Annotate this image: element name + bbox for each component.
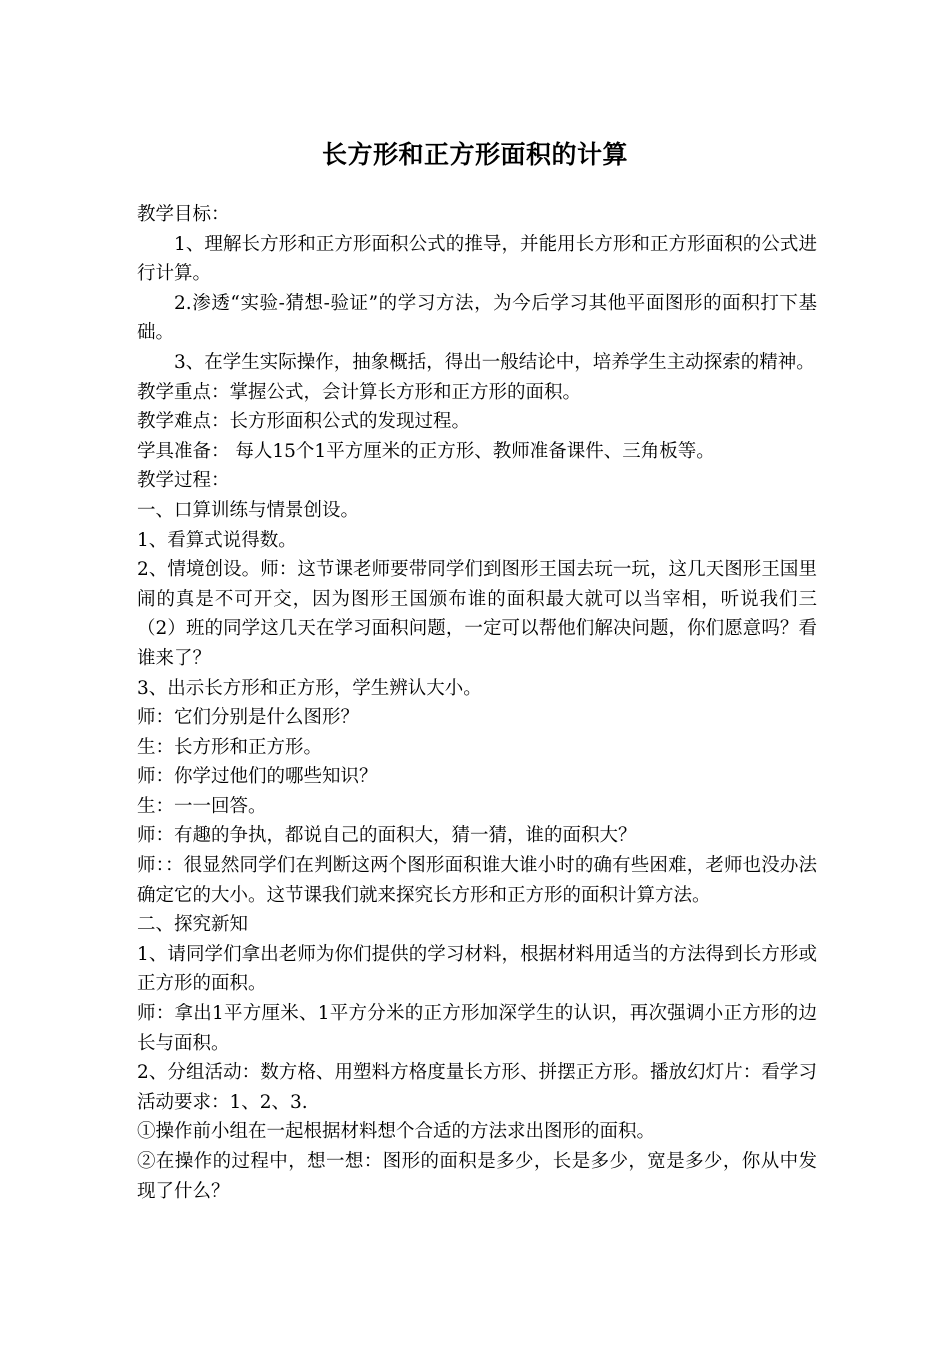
dialogue-line: 师：有趣的争执，都说自己的面积大，猜一猜，谁的面积大？ (137, 825, 637, 847)
dialogue-line: 生：长方形和正方形。 (137, 736, 323, 758)
section-heading-1: 一、口算训练与情景创设。 (137, 499, 360, 521)
dialogue-line: 师：：很显然同学们在判断这两个图形面积谁大谁小时的确有些困难，老师也没办法确定它的大小。这节课我们就来探究长方形和正方形的面积计算方法。 (137, 855, 817, 906)
paragraph-teaching-goals: 教学目标： (137, 204, 230, 225)
section-heading-2: 二、探究新知 (137, 914, 249, 936)
list-item: 3、出示长方形和正方形，学生辨认大小。 (137, 677, 482, 699)
list-item: ①操作前小组在一起根据材料想个合适的方法求出图形的面积。 (137, 1121, 656, 1143)
paragraph-goal-3: 3、在学生实际操作，抽象概括，得出一般结论中，培养学生主动探索的精神。 (174, 351, 815, 373)
list-item: ②在操作的过程中，想一想：图形的面积是多少，长是多少，宽是多少，你从中发现了什么？ (137, 1151, 817, 1202)
dialogue-line: 生：一一回答。 (137, 795, 267, 817)
dialogue-line: 师：拿出1平方厘米、1平方分米的正方形加深学生的认识，再次强调小正方形的边长与面积。 (137, 1003, 817, 1054)
dialogue-line: 师：你学过他们的哪些知识？ (137, 766, 378, 788)
list-item: 1、看算式说得数。 (137, 529, 297, 551)
paragraph-key-point: 教学重点：掌握公式，会计算长方形和正方形的面积。 (137, 381, 582, 403)
dialogue-line: 师：它们分别是什么图形？ (137, 707, 360, 729)
list-item: 1、请同学们拿出老师为你们提供的学习材料，根据材料用适当的方法得到长方形或正方形的面积。 (137, 943, 817, 995)
document-body (137, 200, 817, 1206)
paragraph-materials: 学具准备： 每人15个1平方厘米的正方形、教师准备课件、三角板等。 (137, 440, 715, 462)
list-item: 2、情境创设。师：这节课老师要带同学们到图形王国去玩一玩，这几天图形王国里闹的真是不可开交，因为图形王国颁布谁的面积最大就可以当宰相，听说我们三（2）班的同学这几天在学习面积问题，一定可以帮他们解决问题，你们愿意吗？看谁来了？ (137, 559, 817, 669)
document-title: 长方形和正方形面积的计算 (321, 140, 628, 169)
paragraph-goal-2: 2.渗透“实验-猜想-验证”的学习方法，为今后学习其他平面图形的面积打下基础。 (137, 292, 817, 344)
paragraph-teaching-process: 教学过程： (137, 470, 230, 492)
paragraph-goal-1: 1、理解长方形和正方形面积公式的推导，并能用长方形和正方形面积的公式进行计算。 (137, 233, 817, 285)
paragraph-difficulty: 教学难点：长方形面积公式的发现过程。 (137, 411, 471, 433)
list-item: 2、分组活动：数方格、用塑料方格度量长方形、拼摆正方形。播放幻灯片：看学习活动要求：1、2、3. (137, 1062, 817, 1113)
